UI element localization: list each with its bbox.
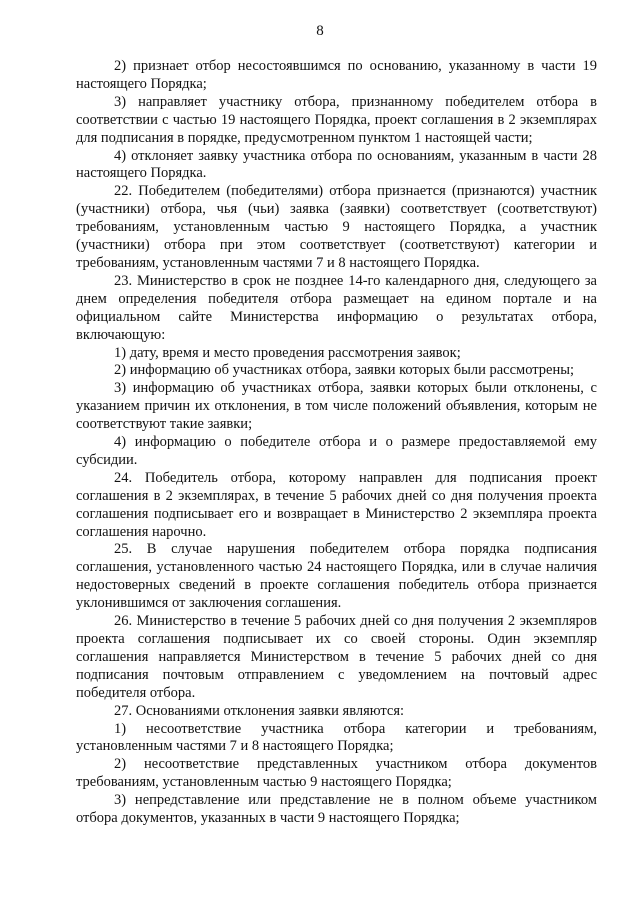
paragraph: 4) отклоняет заявку участника отбора по основаниям, указанным в части 28 настоящего Порядка. bbox=[76, 147, 597, 182]
paragraph: 27. Основаниями отклонения заявки являются: bbox=[114, 702, 405, 719]
paragraph: 2) признает отбор несостоявшимся по основанию, указанному в части 19 настоящего Порядка; bbox=[76, 58, 597, 92]
document-body bbox=[76, 58, 597, 828]
paragraph: 1) дату, время и место проведения рассмотрения заявок; bbox=[114, 344, 461, 361]
paragraph: 3) направляет участнику отбора, признанному победителем отбора в соответствии с частью 19 настоящего Порядка, проект соглашения в 2 экземплярах для подписания в порядке, предусмотренном пунктом 1 настоящей части; bbox=[76, 93, 597, 146]
paragraph: 3) информацию об участниках отбора, заявки которых были отклонены, с указанием причин их отклонения, в том числе положений объявления, которым не соответствуют такие заявки; bbox=[76, 380, 597, 433]
paragraph: 23. Министерство в срок не позднее 14-го календарного дня, следующего за днем определения победителя отбора размещает на едином портале и на официальном сайте Министерства информацию о результатах отбора, включающую: bbox=[76, 272, 597, 343]
paragraph: 25. В случае нарушения победителем отбора порядка подписания соглашения, установленного частью 24 настоящего Порядка, или в случае наличия недостоверных сведений в проекте соглашения победитель отбора признается уклонившимся от заключения соглашения. bbox=[76, 541, 597, 612]
paragraph: 4) информацию о победителе отбора и о размере предоставляемой ему субсидии. bbox=[76, 434, 597, 468]
paragraph: 2) информацию об участниках отбора, заявки которых были рассмотрены; bbox=[114, 362, 575, 379]
paragraph: 1) несоответствие участника отбора категории и требованиям, установленным частями 7 и 8 настоящего Порядка; bbox=[76, 720, 597, 755]
paragraph: 26. Министерство в течение 5 рабочих дней со дня получения 2 экземпляров проекта соглашения подписывает их со своей стороны. Один экземпляр соглашения направляется Министерством в течение 5 рабочих дней со дня подписания почтовым отправлением с уведомлением на почтовый адрес победителя отбора. bbox=[76, 613, 597, 701]
paragraph: 22. Победителем (победителями) отбора признается (признаются) участник (участники) отбора, чья (чьи) заявка (заявки) соответствует (соответствуют) требованиям, установленным частью 9 настоящего Порядка, а участник (участники) отбора при этом соответствует (соответствуют) категории и требованиям, установленным частями 7 и 8 настоящего Порядка. bbox=[76, 183, 597, 271]
paragraph: 24. Победитель отбора, которому направлен для подписания проект соглашения в 2 экземплярах, в течение 5 рабочих дней со дня получения проекта соглашения подписывает его и возвращает в Министерство 2 экземпляра проекта соглашения нарочно. bbox=[76, 469, 597, 540]
page-number: 8 bbox=[316, 23, 324, 39]
paragraph: 3) непредставление или представление не в полном объеме участником отбора документов, указанных в части 9 настоящего Порядка; bbox=[76, 792, 597, 827]
paragraph: 2) несоответствие представленных участником отбора документов требованиям, установленным частью 9 настоящего Порядка; bbox=[76, 756, 597, 791]
